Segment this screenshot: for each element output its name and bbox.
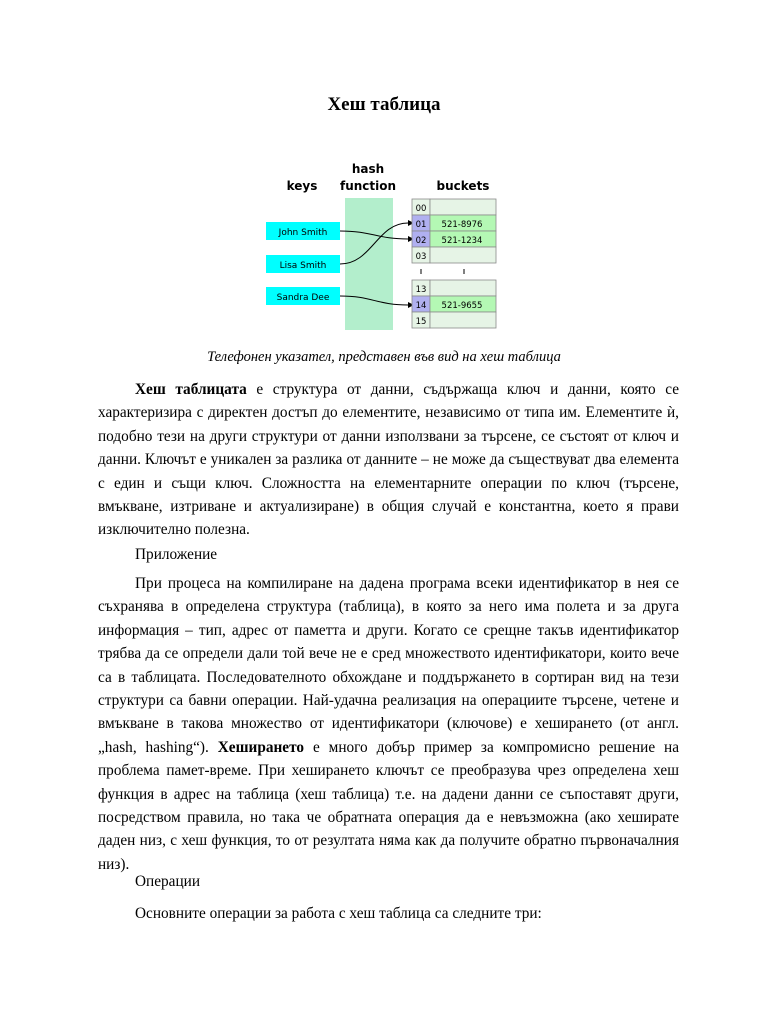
key-box-0 (266, 222, 340, 240)
heading-operations: Операции (135, 873, 201, 890)
key-label-0: John Smith (278, 228, 328, 238)
key-label-1: Lisa Smith (279, 261, 327, 271)
paragraph-application (98, 572, 679, 876)
key-box-1 (266, 255, 340, 273)
bucket-value-5: 521-9655 (441, 301, 483, 311)
term-hashing: Хеширането (217, 738, 305, 756)
key-box-2 (266, 287, 340, 305)
bucket-index-4: 13 (415, 285, 427, 295)
paragraph-application-text-b: е много добър пример за компромисно решение на проблема памет-време. При хеширането ключът се преобразува чрез определена хеш функция в адрес на таблица (хеш таблица) т.е. на дадени данни се съпоставят други, посредством правила, но така че обратната операция да е невъзможна (ако хеширате даден низ, с хеш функция, то от резултата няма как да получите обратно първоначалния низ). (98, 738, 679, 873)
bucket-index-2: 02 (415, 236, 427, 246)
bucket-index-0: 00 (415, 204, 427, 214)
bucket-index-6: 15 (415, 317, 427, 327)
hash-table-diagram (262, 158, 506, 334)
bucket-row-02 (412, 231, 496, 247)
keys-label: keys (286, 179, 318, 193)
bucket-row-01 (412, 215, 496, 231)
paragraph-operations-text: Основните операции за работа с хеш таблица са следните три: (135, 905, 542, 922)
hash-table-figure (262, 158, 506, 334)
bucket-row-03 (412, 247, 496, 263)
paragraph-application-text-a: При процеса на компилиране на дадена програма всеки идентификатор в нея се съхранява в определена структура (таблица), в която за него има полета и за друга информация – тип, адрес от паметта и други. Когато се срещне такъв идентификатор трябва да се определи дали той вече не е сред множеството идентификатори, които вече са в таблицата. Последователното обхождане и поддържането в сортиран вид на тези структури са бавни операции. Най-удачна реализация на операциите търсене, четене и вмъкване в такова множество от идентификатори (ключове) е хеширането (от англ. „hash, hashing“). (98, 575, 679, 756)
buckets-label: buckets (436, 179, 490, 193)
paragraph-definition (98, 378, 679, 542)
bucket-row-00 (412, 199, 496, 215)
bucket-value-1: 521-8976 (441, 220, 483, 230)
term-hash-table: Хеш таблицата (135, 381, 247, 398)
bucket-value-2: 521-1234 (441, 236, 483, 246)
heading-application: Приложение (135, 546, 218, 563)
bucket-row-13 (412, 280, 496, 296)
paragraph-operations (98, 902, 679, 925)
hash-label-1: hash (351, 162, 385, 176)
bucket-index-3: 03 (415, 252, 427, 262)
bucket-row-14 (412, 296, 496, 312)
hash-label-2: function (339, 179, 397, 193)
bucket-index-1: 01 (415, 220, 427, 230)
bucket-row-15 (412, 312, 496, 328)
bucket-index-5: 14 (415, 301, 427, 311)
page-title: Хеш таблица (327, 94, 441, 115)
hash-function-box (345, 198, 393, 330)
figure-caption: Телефонен указател, представен във вид на хеш таблица (207, 349, 561, 365)
paragraph-definition-text: е структура от данни, съдържаща ключ и данни, която се характеризира с директен достъп до елементите, независимо от типа им. Елементите ѝ, подобно тези на други структури от данни използвани за търсене, се състоят от ключ и данни. Ключът е уникален за разлика от данните – не може да съществуват два елемента с един и същи ключ. Сложността на елементарните операции по ключ (търсене, вмъкване, изтриване и актуализиране) в общия случай е константна, което я прави изключително полезна. (98, 381, 679, 539)
key-label-2: Sandra Dee (276, 293, 330, 303)
